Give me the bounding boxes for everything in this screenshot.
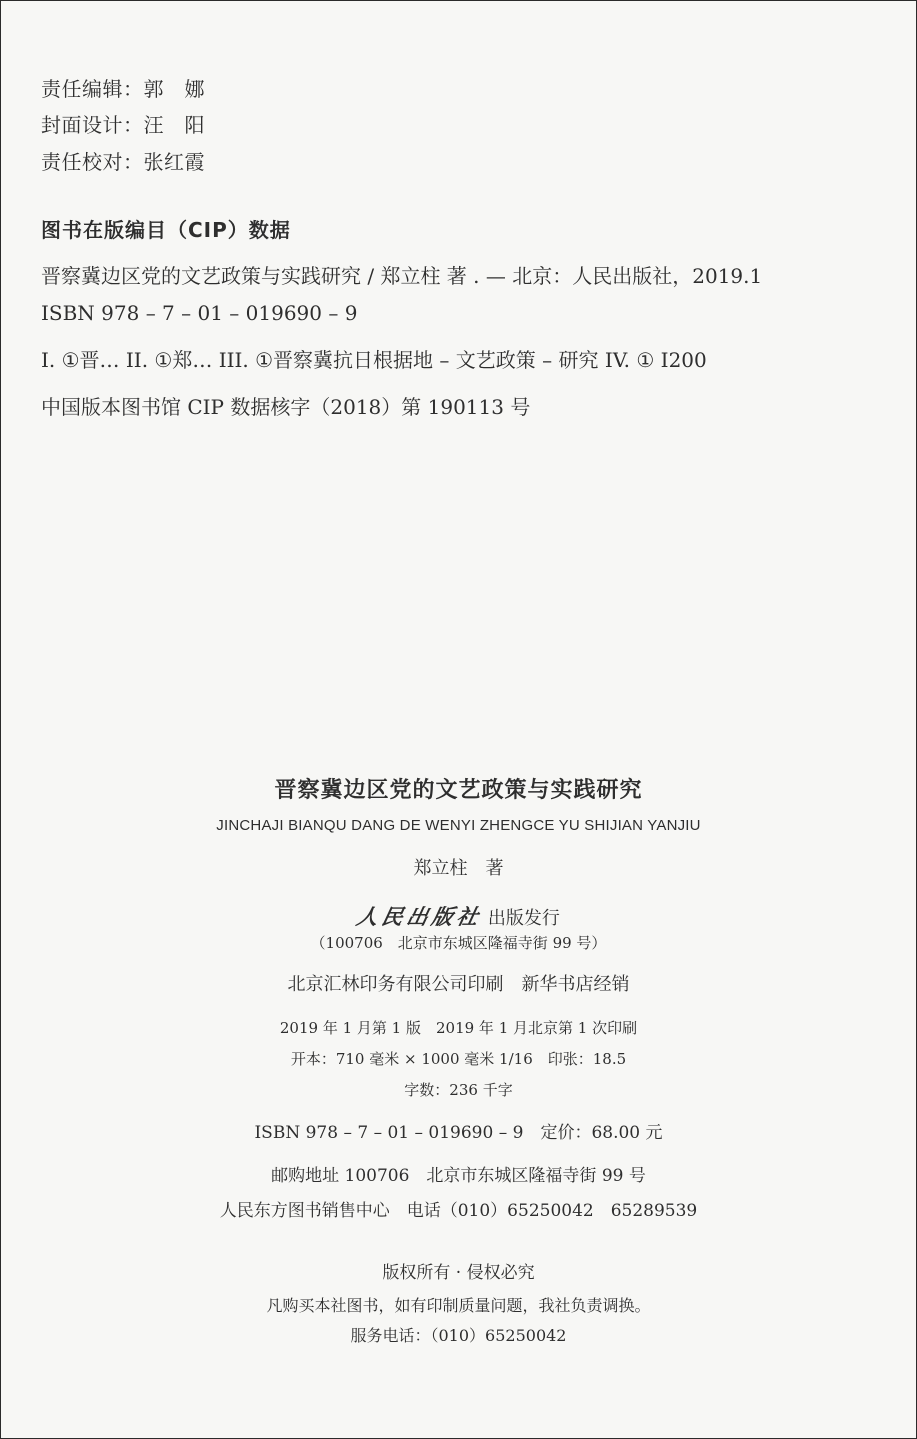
printing-distribution: 北京汇林印务有限公司印刷 新华书店经销 (287, 974, 630, 995)
cip-heading: 图书在版编目（CIP）数据 (41, 218, 291, 242)
sales-center: 人民东方图书销售中心 电话（010）65250042 65289539 (219, 1201, 698, 1221)
publisher-logo: 人民出版社 (354, 904, 485, 929)
quality-notice: 凡购买本社图书，如有印制质量问题，我社负责调换。 (266, 1296, 651, 1315)
author-line: 郑立柱 著 (413, 858, 504, 879)
cip-classification: I. ①晋… II. ①郑… III. ①晋察冀抗日根据地 – 文艺政策 – 研究 IV. ① I200 (41, 348, 707, 372)
cover-design-credit: 封面设计：汪 阳 (41, 113, 205, 137)
mail-address: 邮购地址 100706 北京市东城区隆福寺街 99 号 (271, 1166, 646, 1186)
book-title: 晋察冀边区党的文艺政策与实践研究 (274, 778, 643, 803)
word-count: 字数：236 千字 (404, 1081, 513, 1099)
publisher-address: （100706 北京市东城区隆福寺街 99 号） (310, 934, 607, 952)
format-info: 开本：710 毫米 × 1000 毫米 1/16 印张：18.5 (290, 1050, 627, 1068)
service-phone: 服务电话：（010）65250042 (350, 1326, 567, 1345)
publisher-line (1, 906, 916, 928)
proofreader-credit: 责任校对：张红霞 (41, 150, 205, 174)
editor-credit: 责任编辑：郭 娜 (41, 77, 205, 101)
copyright-notice: 版权所有 · 侵权必究 (382, 1263, 535, 1283)
edition-info: 2019 年 1 月第 1 版 2019 年 1 月北京第 1 次印刷 (279, 1019, 638, 1037)
cip-verification: 中国版本图书馆 CIP 数据核字（2018）第 190113 号 (41, 395, 531, 419)
cip-record: 晋察冀边区党的文艺政策与实践研究 / 郑立柱 著 . — 北京：人民出版社，2019.1 (41, 264, 763, 288)
isbn-price: ISBN 978 – 7 – 01 – 019690 – 9 定价：68.00 元 (254, 1123, 663, 1143)
publisher-suffix: 出版发行 (487, 908, 560, 929)
cip-isbn: ISBN 978 – 7 – 01 – 019690 – 9 (41, 301, 358, 325)
book-title-pinyin: JINCHAJI BIANQU DANG DE WENYI ZHENGCE YU SHIJIAN YANJIU (216, 817, 701, 834)
